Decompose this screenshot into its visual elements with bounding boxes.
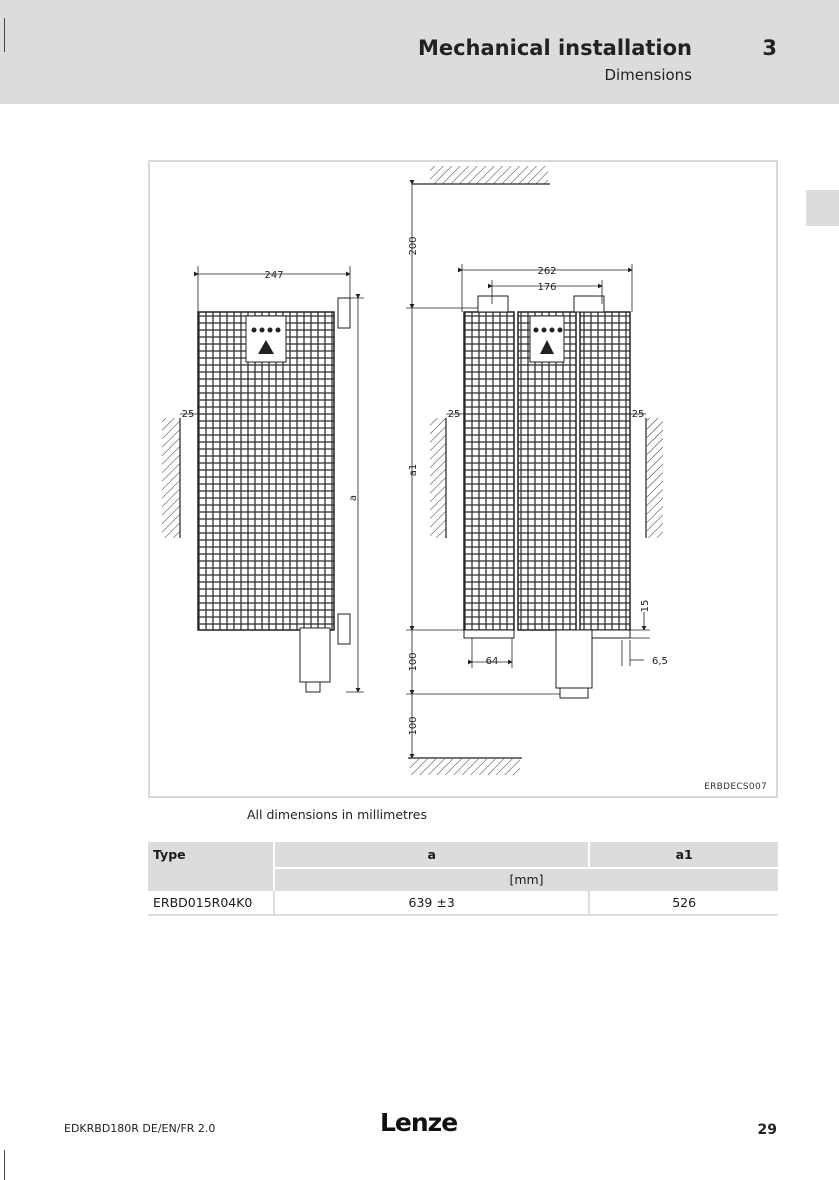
dim-label-64: 64	[485, 656, 499, 667]
front-view-body	[464, 296, 630, 698]
dim-label-25-front-left: 25	[447, 409, 461, 420]
wall-left-side	[162, 418, 180, 538]
dim-label-25-front-right: 25	[631, 409, 645, 420]
wall-bottom	[408, 758, 522, 775]
crop-mark	[4, 18, 5, 52]
unit-header: [mm]	[274, 868, 778, 891]
dim-label-262: 262	[537, 266, 557, 277]
dim-label-15: 15	[640, 599, 651, 613]
section-title: Mechanical installation	[417, 36, 692, 60]
dim-label-a1: a1	[408, 463, 419, 477]
dimension-drawing	[148, 160, 778, 798]
dim-label-176: 176	[537, 282, 557, 293]
chapter-number: 3	[762, 36, 777, 60]
crop-mark-bottom	[4, 1150, 5, 1180]
dim-label-100-upper: 100	[408, 652, 419, 672]
wall-right-front	[646, 418, 663, 538]
cell-type: ERBD015R04K0	[148, 891, 274, 915]
col-header-type: Type	[148, 842, 274, 891]
cell-a1: 526	[589, 891, 778, 915]
dimension-table	[148, 842, 778, 916]
document-id: EDKRBD180R DE/EN/FR 2.0	[64, 1122, 216, 1135]
dim-label-a: a	[348, 494, 359, 502]
side-view-body	[198, 298, 350, 692]
lenze-logo: Lenze	[380, 1108, 458, 1137]
table-row	[148, 891, 778, 915]
dim-label-247: 247	[264, 270, 284, 281]
dim-label-100-lower: 100	[408, 716, 419, 736]
figure-code: ERBDECS007	[704, 782, 767, 792]
section-subtitle: Dimensions	[604, 66, 692, 84]
page-header	[0, 0, 839, 104]
page-number: 29	[757, 1122, 777, 1138]
col-header-a1: a1	[589, 842, 778, 868]
col-header-a: a	[274, 842, 589, 868]
dim-label-6-5: 6,5	[652, 656, 668, 667]
chapter-tab	[806, 190, 839, 226]
cell-a: 639 ±3	[274, 891, 589, 915]
figure-caption: All dimensions in millimetres	[247, 807, 427, 822]
dim-label-200: 200	[408, 236, 419, 256]
drawing-svg	[150, 162, 780, 800]
wall-left-front	[430, 418, 446, 538]
dim-label-25-side: 25	[181, 409, 195, 420]
wall-top	[412, 166, 550, 184]
